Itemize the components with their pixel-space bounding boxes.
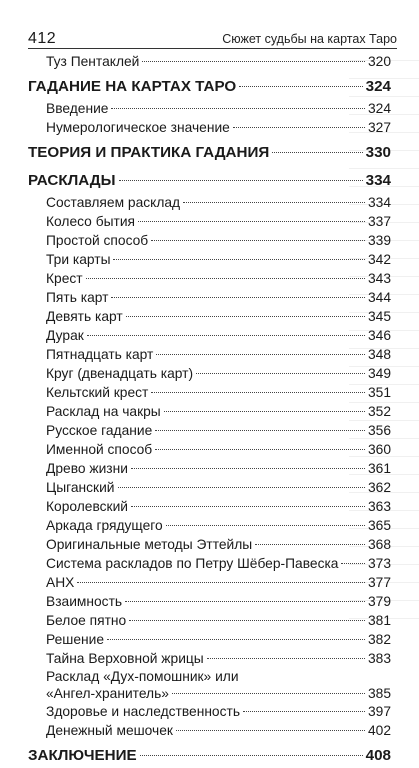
toc-entry-page: 351 (367, 385, 391, 400)
toc-entry-page: 356 (367, 423, 391, 438)
toc-entry-page: 343 (367, 271, 391, 286)
toc-entry-title: Круг (двенадцать карт) (46, 366, 194, 381)
toc-entry-page: 365 (367, 518, 391, 533)
toc-entry-page: 346 (367, 328, 391, 343)
toc-entry-title: Белое пятно (46, 613, 127, 628)
dot-leader (239, 86, 362, 87)
toc-entry-title: Решение (46, 632, 105, 647)
toc-entry-page: 383 (367, 651, 391, 666)
toc-entry-page: 373 (367, 556, 391, 571)
toc-entry[interactable] (28, 721, 391, 740)
toc-entry[interactable] (28, 193, 391, 212)
toc-entry[interactable] (28, 231, 391, 250)
dot-leader (176, 730, 365, 731)
toc-entry-page: 363 (367, 499, 391, 514)
toc-entry-title: Три карты (46, 252, 111, 267)
toc-section[interactable] (28, 168, 391, 193)
toc-entry-title: Крест (46, 271, 83, 286)
toc-entry[interactable] (28, 668, 391, 702)
toc-entry[interactable] (28, 250, 391, 269)
toc-entry[interactable] (28, 402, 391, 421)
toc-entry[interactable] (28, 535, 391, 554)
dot-leader (107, 639, 365, 640)
dot-leader (113, 259, 364, 260)
toc-entry-page: 320 (367, 54, 391, 69)
toc-entry-page: 349 (367, 366, 391, 381)
toc-entry-title: Нумерологическое значение (46, 120, 230, 135)
toc-entry[interactable] (28, 440, 391, 459)
toc-entry-page: 348 (367, 347, 391, 362)
toc-entry[interactable] (28, 288, 391, 307)
toc-entry[interactable] (28, 516, 391, 535)
toc-entry[interactable] (28, 497, 391, 516)
toc-entry-title: АНХ (46, 575, 75, 590)
toc-entry-page: 381 (367, 613, 391, 628)
toc-entry-title: Введение (46, 101, 109, 116)
toc-entry-title: Пять карт (46, 290, 109, 305)
toc-entry[interactable] (28, 326, 391, 345)
toc-entry-title: Древо жизни (46, 461, 128, 476)
dot-leader (118, 487, 365, 488)
dot-leader (125, 601, 365, 602)
dot-leader (156, 354, 365, 355)
toc-entry-title: Система раскладов по Петру Шёбер-Павеска (46, 556, 339, 571)
toc-entry-title: Взаимность (46, 594, 123, 609)
toc-entry-page: 402 (367, 723, 391, 738)
dot-leader (243, 711, 365, 712)
toc-entry-page: 324 (367, 101, 391, 116)
toc-section-title: РАСКЛАДЫ (28, 172, 116, 189)
toc-entry-title: Девять карт (46, 309, 123, 324)
toc-entry[interactable] (28, 99, 391, 118)
dot-leader (172, 693, 365, 694)
toc-entry[interactable] (28, 554, 391, 573)
toc-section-page: 324 (365, 78, 391, 95)
page-number: 412 (28, 30, 57, 47)
toc-entry-title: Здоровье и наследственность (46, 704, 241, 719)
dot-leader (207, 658, 365, 659)
dot-leader (111, 108, 364, 109)
toc-entry[interactable] (28, 459, 391, 478)
toc-entry-page: 342 (367, 252, 391, 267)
header-rule (28, 48, 397, 49)
toc-entry-page: 344 (367, 290, 391, 305)
toc-section[interactable] (28, 743, 391, 768)
toc-entry-page: 368 (367, 537, 391, 552)
toc-section-page: 408 (365, 747, 391, 764)
toc-section-title: ГАДАНИЕ НА КАРТАХ ТАРО (28, 78, 237, 95)
toc-entry-title: Туз Пентаклей (46, 54, 140, 69)
dot-leader (164, 411, 365, 412)
dot-leader (183, 202, 365, 203)
toc-entry[interactable] (28, 478, 391, 497)
toc-entry-page: 397 (367, 704, 391, 719)
toc-entry-page: 360 (367, 442, 391, 457)
toc-entry-page: 352 (367, 404, 391, 419)
dot-leader (255, 544, 365, 545)
toc-entry-page: 334 (367, 195, 391, 210)
toc-entry-title: Колесо бытия (46, 214, 136, 229)
toc-entry-page: 385 (367, 686, 391, 701)
dot-leader (166, 525, 365, 526)
toc-section[interactable] (28, 140, 391, 165)
toc-entry-title: Цыганский (46, 480, 115, 495)
toc-entry[interactable] (28, 702, 391, 721)
toc-entry[interactable] (28, 345, 391, 364)
toc-entry-title-line1: Расклад «Дух-помошник» или (46, 669, 239, 684)
toc-entry[interactable] (28, 269, 391, 288)
toc-entry-title: Русское гадание (46, 423, 153, 438)
running-title: Сюжет судьбы на картах Таро (222, 32, 397, 46)
toc-entry-page: 379 (367, 594, 391, 609)
toc-entry[interactable] (28, 630, 391, 649)
dot-leader (138, 221, 365, 222)
toc-entry[interactable] (28, 421, 391, 440)
dot-leader (151, 392, 365, 393)
dot-leader (87, 335, 365, 336)
dot-leader (126, 316, 365, 317)
toc-entry-page: 337 (367, 214, 391, 229)
dot-leader (86, 278, 365, 279)
dot-leader (272, 152, 362, 153)
table-of-contents (28, 52, 391, 768)
toc-section-page: 334 (365, 172, 391, 189)
dot-leader (131, 506, 365, 507)
toc-entry-page: 345 (367, 309, 391, 324)
toc-entry[interactable] (28, 118, 391, 137)
toc-entry-title: Пятнадцать карт (46, 347, 154, 362)
toc-entry-page: 327 (367, 120, 391, 135)
dot-leader (142, 61, 365, 62)
dot-leader (129, 620, 365, 621)
dot-leader (151, 240, 365, 241)
toc-entry-title: Дурак (46, 328, 84, 343)
toc-entry[interactable] (28, 364, 391, 383)
toc-entry-title: Кельтский крест (46, 385, 149, 400)
toc-entry[interactable] (28, 212, 391, 231)
toc-entry[interactable] (28, 649, 391, 668)
page-header (28, 26, 397, 48)
toc-entry-page: 362 (367, 480, 391, 495)
dot-leader (140, 755, 363, 756)
toc-entry-title: Расклад на чакры (46, 404, 161, 419)
dot-leader (131, 468, 365, 469)
toc-entry[interactable] (28, 611, 391, 630)
toc-entry[interactable] (28, 383, 391, 402)
toc-entry-title: Простой способ (46, 233, 149, 248)
toc-entry-title: Составляем расклад (46, 195, 181, 210)
dot-leader (119, 180, 363, 181)
toc-entry-title: Денежный мешочек (46, 723, 173, 738)
toc-section[interactable] (28, 74, 391, 99)
toc-entry[interactable] (28, 307, 391, 326)
dot-leader (111, 297, 365, 298)
toc-entry-page: 377 (367, 575, 391, 590)
toc-entry-title: Оригинальные методы Эттейлы (46, 537, 253, 552)
toc-section-page: 330 (365, 144, 391, 161)
toc-entry[interactable] (28, 592, 391, 611)
dot-leader (196, 373, 365, 374)
toc-entry-title: Аркада грядущего (46, 518, 163, 533)
toc-entry-page: 382 (367, 632, 391, 647)
toc-section-title: ЗАКЛЮЧЕНИЕ (28, 747, 137, 764)
toc-entry[interactable] (28, 52, 391, 71)
dot-leader (155, 449, 365, 450)
dot-leader (233, 127, 365, 128)
toc-entry[interactable] (28, 573, 391, 592)
toc-entry-title-line2: «Ангел-хранитель» (46, 686, 169, 701)
toc-section-title: ТЕОРИЯ И ПРАКТИКА ГАДАНИЯ (28, 144, 270, 161)
toc-entry-title: Именной способ (46, 442, 153, 457)
toc-entry-title: Тайна Верховной жрицы (46, 651, 204, 666)
toc-entry-title: Королевский (46, 499, 128, 514)
toc-entry-page: 361 (367, 461, 391, 476)
toc-entry-page: 339 (367, 233, 391, 248)
dot-leader (155, 430, 365, 431)
dot-leader (77, 582, 365, 583)
dot-leader (341, 563, 364, 564)
